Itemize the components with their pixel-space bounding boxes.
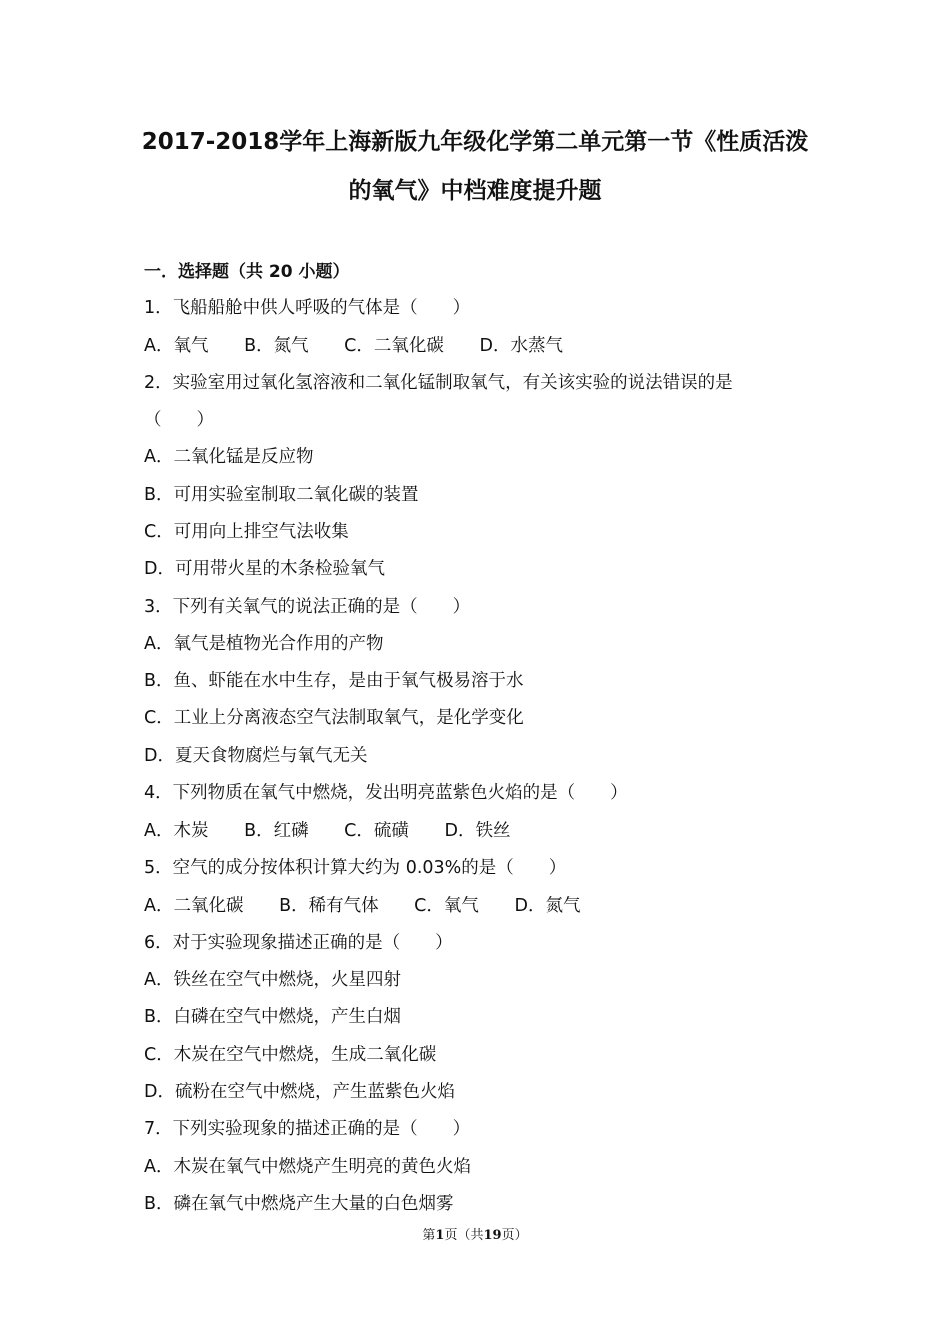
question-3-option-c: C．工业上分离液态空气法制取氧气，是化学变化 bbox=[144, 708, 524, 728]
document-title-line1: 2017-2018学年上海新版九年级化学第二单元第一节《性质活泼 bbox=[141, 129, 809, 155]
page-footer bbox=[0, 1227, 950, 1245]
question-7-option-a: A．木炭在氧气中燃烧产生明亮的黄色火焰 bbox=[144, 1157, 471, 1177]
question-5-option-d: D．氮气 bbox=[514, 896, 581, 916]
question-6-option-d: D．硫粉在空气中燃烧，产生蓝紫色火焰 bbox=[144, 1082, 455, 1102]
question-4-option-c: C．硫磺 bbox=[344, 821, 409, 841]
question-4-option-d: D．铁丝 bbox=[444, 821, 511, 841]
footer-prefix: 第 bbox=[422, 1228, 436, 1243]
footer-total-pages: 19 bbox=[483, 1228, 502, 1243]
question-1-option-d: D．水蒸气 bbox=[479, 336, 563, 356]
document-title-line2: 的氧气》中档难度提升题 bbox=[348, 178, 602, 204]
question-2-option-a: A．二氧化锰是反应物 bbox=[144, 447, 314, 467]
question-6-stem: 6．对于实验现象描述正确的是（ ） bbox=[144, 933, 453, 953]
question-1-option-c: C．二氧化碳 bbox=[344, 336, 444, 356]
question-2-stem: 2．实验室用过氧化氢溶液和二氧化锰制取氧气，有关该实验的说法错误的是 bbox=[144, 373, 733, 393]
question-5-option-a: A．二氧化碳 bbox=[144, 896, 244, 916]
question-3-stem: 3．下列有关氧气的说法正确的是（ ） bbox=[144, 597, 471, 617]
question-6-option-a: A．铁丝在空气中燃烧，火星四射 bbox=[144, 970, 401, 990]
question-1-options bbox=[144, 335, 563, 357]
section-heading: 一．选择题（共 20 小题） bbox=[144, 262, 350, 282]
question-4-stem: 4．下列物质在氧气中燃烧，发出明亮蓝紫色火焰的是（ ） bbox=[144, 783, 628, 803]
question-5-stem: 5．空气的成分按体积计算大约为 0.03%的是（ ） bbox=[144, 858, 567, 878]
question-5-option-c: C．氧气 bbox=[414, 896, 479, 916]
question-1-option-a: A．氧气 bbox=[144, 336, 209, 356]
question-6-option-c: C．木炭在空气中燃烧，生成二氧化碳 bbox=[144, 1045, 437, 1065]
question-2-stem-continued: （ ） bbox=[144, 410, 214, 430]
footer-page-number: 1 bbox=[435, 1228, 445, 1243]
question-3-option-b: B．鱼、虾能在水中生存，是由于氧气极易溶于水 bbox=[144, 671, 524, 691]
question-5-options bbox=[144, 895, 580, 917]
question-1-stem: 1．飞船船舱中供人呼吸的气体是（ ） bbox=[144, 298, 471, 318]
footer-middle: 页（共 bbox=[444, 1228, 484, 1243]
question-2-option-b: B．可用实验室制取二氧化碳的装置 bbox=[144, 485, 419, 505]
question-2-option-d: D．可用带火星的木条检验氧气 bbox=[144, 559, 385, 579]
question-5-option-b: B．稀有气体 bbox=[279, 896, 379, 916]
question-1-option-b: B．氮气 bbox=[244, 336, 309, 356]
question-4-option-a: A．木炭 bbox=[144, 821, 209, 841]
question-2-option-c: C．可用向上排空气法收集 bbox=[144, 522, 349, 542]
question-7-stem: 7．下列实验现象的描述正确的是（ ） bbox=[144, 1119, 471, 1139]
question-3-option-a: A．氧气是植物光合作用的产物 bbox=[144, 634, 384, 654]
footer-suffix: 页） bbox=[501, 1228, 528, 1243]
question-3-option-d: D．夏天食物腐烂与氧气无关 bbox=[144, 746, 368, 766]
question-4-option-b: B．红磷 bbox=[244, 821, 309, 841]
question-4-options bbox=[144, 820, 510, 842]
question-7-option-b: B．磷在氧气中燃烧产生大量的白色烟雾 bbox=[144, 1194, 454, 1214]
question-6-option-b: B．白磷在空气中燃烧，产生白烟 bbox=[144, 1007, 402, 1027]
